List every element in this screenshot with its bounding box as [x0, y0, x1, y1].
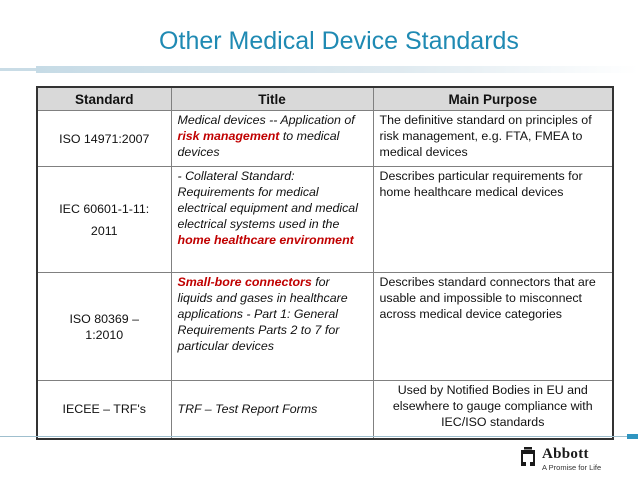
title-text: to medical devices: [177, 129, 340, 159]
title-highlight: home healthcare environment: [177, 233, 354, 247]
abbott-logo-icon: [520, 447, 536, 469]
header-title: Title: [171, 87, 373, 111]
title-text: for liquids and gases in healthcare applications - Part 1: General Requirements Parts 2 to 7 for particular devices: [177, 275, 348, 353]
table-row: [37, 381, 613, 439]
header-main-purpose: Main Purpose: [373, 87, 613, 111]
table-row: [37, 167, 613, 273]
standard-line: 2011: [90, 223, 118, 238]
cell-standard: [37, 273, 171, 381]
cell-title: [171, 111, 373, 167]
table-row: [37, 273, 613, 381]
standard-line: ISO 80369 –: [69, 311, 140, 326]
cell-title: [171, 273, 373, 381]
title-divider-left: [0, 68, 36, 71]
cell-standard: ISO 14971:2007: [37, 111, 171, 167]
title-text: - Collateral Standard: Requirements for medical electrical equipment and medical electrical systems used in the: [177, 169, 358, 231]
logo-name: Abbott: [542, 446, 589, 462]
cell-title: [171, 167, 373, 273]
abbott-logo: [520, 446, 630, 476]
header-standard: Standard: [37, 87, 171, 111]
standard-line: IEC 60601-1-11:: [59, 201, 150, 216]
title-divider: [36, 66, 638, 73]
table-row: [37, 111, 613, 167]
footer-accent: [627, 434, 638, 439]
footer-divider: [0, 436, 638, 437]
table-header-row: [37, 87, 613, 111]
slide-title: Other Medical Device Standards: [159, 27, 519, 55]
title-text: Medical devices -- Application of: [177, 113, 355, 127]
title-highlight: Small-bore connectors: [177, 275, 312, 289]
standard-line: 1:2010: [85, 327, 124, 342]
cell-purpose: The definitive standard on principles of risk management, e.g. FTA, FMEA to medical devices: [373, 111, 613, 167]
cell-standard: [37, 167, 171, 273]
logo-tagline: A Promise for Life: [542, 463, 602, 472]
cell-standard: IECEE – TRF's: [37, 381, 171, 439]
standards-table: [36, 86, 614, 440]
cell-purpose: Used by Notified Bodies in EU and elsewhere to gauge compliance with IEC/ISO standards: [373, 381, 613, 439]
cell-title: TRF – Test Report Forms: [171, 381, 373, 439]
title-highlight: risk management: [177, 129, 280, 143]
cell-purpose: Describes standard connectors that are usable and impossible to misconnect across medical device categories: [373, 273, 613, 381]
cell-purpose: Describes particular requirements for home healthcare medical devices: [373, 167, 613, 273]
